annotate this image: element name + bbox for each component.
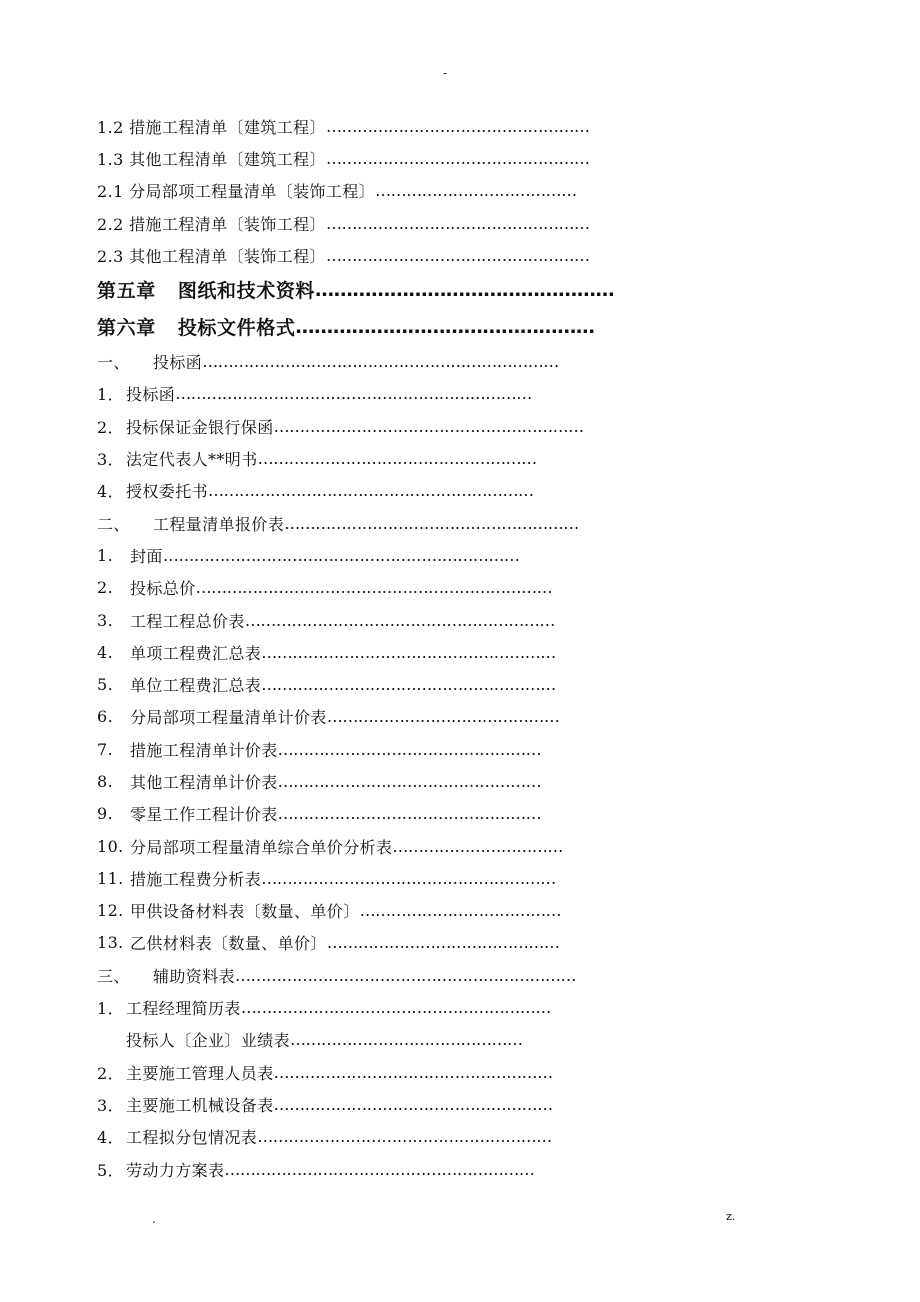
- toc-entry: [97, 175, 697, 207]
- toc-entry: [97, 895, 697, 927]
- toc-entry-title: 工程经理简历表: [126, 999, 241, 1019]
- toc-entry: [97, 1121, 697, 1153]
- toc-leader-dots: ……………………………………………………………: [175, 384, 532, 404]
- toc-entry-number: 1．: [97, 385, 124, 405]
- toc-entry-number: 10.: [97, 836, 124, 856]
- toc-entry-title: 图纸和技术资料: [177, 280, 316, 303]
- toc-entry-title: 分局部项工程量清单综合单价分析表: [130, 837, 393, 857]
- toc-entry-title: 工程拟分包情况表: [126, 1128, 258, 1148]
- toc-entry: [97, 830, 697, 862]
- toc-entry-title: 单位工程费汇总表: [130, 676, 262, 696]
- toc-entry: [97, 110, 697, 142]
- toc-leader-dots: …………………………………………………: [257, 1127, 552, 1147]
- toc-entry: [97, 1153, 697, 1185]
- toc-entry-title: 劳动力方案表: [126, 1160, 225, 1180]
- toc-leader-dots: ………………………………………: [326, 933, 560, 953]
- toc-entry: [97, 927, 697, 959]
- toc-leader-dots: ……………………………………………………………: [202, 352, 559, 372]
- toc-leader-dots: ……………………………………………: [277, 739, 542, 759]
- toc-entry-number: 三、: [97, 966, 130, 986]
- toc-entry: [97, 862, 697, 894]
- toc-entry-title: 主要施工机械设备表: [126, 1095, 274, 1115]
- toc-entry: [97, 410, 697, 442]
- toc-entry-title: 投标总价: [130, 579, 196, 599]
- footer-left-mark: .: [152, 1212, 156, 1226]
- toc-leader-dots: …………………………………………………: [261, 675, 556, 695]
- toc-entry-title: 单项工程费汇总表: [130, 643, 262, 663]
- toc-entry: [97, 668, 697, 700]
- toc-entry: [97, 539, 697, 571]
- header-mark: -: [443, 66, 448, 80]
- toc-entry-title: 封面: [130, 546, 163, 566]
- toc-leader-dots: ……………………………………………: [277, 771, 542, 791]
- toc-entry-number: 1.: [97, 545, 114, 565]
- toc-entry-title: 1.2 措施工程清单〔建筑工程〕: [97, 117, 326, 137]
- toc-entry-title: 主要施工管理人员表: [126, 1063, 274, 1083]
- toc-entry-number: 第六章: [97, 317, 156, 340]
- toc-entry: [97, 1024, 697, 1056]
- toc-entry: [97, 765, 697, 797]
- toc-leader-dots: ………………………………………………………: [208, 481, 534, 501]
- toc-leader-dots: ……………………………………………………………: [195, 578, 553, 598]
- toc-entry: [97, 442, 697, 474]
- toc-leader-dots: ……………………………: [392, 836, 563, 856]
- toc-entry-title: 工程工程总价表: [130, 611, 245, 631]
- toc-leader-dots: ……………………………………………: [325, 148, 590, 168]
- toc-entry: [97, 1088, 697, 1120]
- toc-leader-dots: …………………………………………………………: [235, 965, 577, 985]
- toc-leader-dots: ……………………………………………………: [240, 998, 551, 1018]
- toc-entry-title: 2.3 其他工程清单〔装饰工程〕: [97, 246, 326, 266]
- toc-chapter-entry: [97, 271, 697, 308]
- toc-entry: [97, 1056, 697, 1088]
- toc-entry: [97, 701, 697, 733]
- toc-entry-title: 法定代表人**明书: [126, 450, 258, 470]
- toc-entry: [97, 798, 697, 830]
- toc-leader-dots: ………………………………………: [326, 707, 560, 727]
- toc-entry-number: 1．: [97, 999, 124, 1019]
- toc-entry-number: 3．: [97, 1095, 124, 1115]
- toc-entry-title: 授权委托书: [126, 482, 209, 502]
- toc-entry-title: 投标保证金银行保函: [126, 417, 274, 437]
- toc-entry-number: 第五章: [97, 280, 156, 303]
- toc-entry-number: 2．: [97, 417, 124, 437]
- toc-leader-dots: ……………………………………………: [325, 213, 590, 233]
- table-of-contents: [97, 110, 697, 1185]
- toc-entry-title: 工程量清单报价表: [153, 514, 285, 534]
- toc-section-entry: [97, 345, 697, 377]
- toc-leader-dots: ……………………………………………………: [224, 1159, 535, 1179]
- toc-entry-title: 甲供设备材料表〔数量、单价〕: [130, 902, 360, 922]
- toc-entry-title: 其他工程清单计价表: [130, 772, 278, 792]
- toc-entry: [97, 475, 697, 507]
- toc-entry-title: 分局部项工程量清单计价表: [130, 708, 327, 728]
- toc-entry: [97, 572, 697, 604]
- toc-entry: [97, 378, 697, 410]
- toc-entry-title: 投标函: [153, 353, 203, 373]
- toc-entry-number: 7.: [97, 739, 114, 759]
- toc-entry-number: 5．: [97, 1160, 124, 1180]
- toc-entry-title: 投标文件格式: [177, 317, 296, 340]
- toc-entry-number: 6.: [97, 707, 114, 727]
- toc-leader-dots: ……………………………………………………: [244, 610, 555, 630]
- toc-entry-number: 2.: [97, 578, 114, 598]
- toc-leader-dots: ………………………………………………: [273, 1062, 553, 1082]
- toc-leader-dots: …………………………………………: [315, 278, 615, 301]
- toc-entry-number: 3．: [97, 450, 124, 470]
- toc-entry: [97, 239, 697, 271]
- toc-leader-dots: …………………………………………: [295, 315, 595, 338]
- toc-entry-number: 9.: [97, 804, 114, 824]
- toc-entry: [97, 142, 697, 174]
- toc-leader-dots: …………………………………………………: [261, 642, 556, 662]
- toc-entry-number: 12.: [97, 901, 124, 921]
- toc-entry-number: 11.: [97, 868, 124, 888]
- toc-entry: [97, 636, 697, 668]
- toc-entry-title: 辅助资料表: [153, 966, 236, 986]
- toc-entry-title: 2.2 措施工程清单〔装饰工程〕: [97, 214, 326, 234]
- toc-entry-number: 2．: [97, 1063, 124, 1083]
- toc-entry-number: 3.: [97, 610, 114, 630]
- toc-entry: [97, 733, 697, 765]
- toc-entry: [97, 604, 697, 636]
- toc-entry-number: 13.: [97, 933, 124, 953]
- toc-entry-number: 二、: [97, 514, 130, 534]
- toc-entry: [97, 207, 697, 239]
- toc-entry-title: 措施工程费分析表: [130, 869, 262, 889]
- toc-entry-title: 1.3 其他工程清单〔建筑工程〕: [97, 149, 326, 169]
- toc-chapter-entry: [97, 308, 697, 345]
- toc-entry-title: 乙供材料表〔数量、单价〕: [130, 934, 327, 954]
- toc-section-entry: [97, 959, 697, 991]
- toc-entry-title: 措施工程清单计价表: [130, 740, 278, 760]
- toc-entry-number: 4．: [97, 482, 124, 502]
- toc-entry: [97, 991, 697, 1023]
- toc-entry-number: 4.: [97, 642, 114, 662]
- toc-leader-dots: ……………………………………………: [325, 116, 590, 136]
- toc-entry-title: 投标函: [126, 385, 176, 405]
- toc-leader-dots: ……………………………………………………: [273, 416, 584, 436]
- toc-entry-number: 一、: [97, 353, 130, 373]
- toc-leader-dots: …………………………………: [359, 901, 562, 921]
- toc-entry-number: 4．: [97, 1128, 124, 1148]
- toc-leader-dots: ………………………………………: [290, 1030, 523, 1050]
- toc-leader-dots: …………………………………………………: [284, 513, 579, 533]
- toc-leader-dots: ……………………………………………: [325, 245, 590, 265]
- toc-leader-dots: ………………………………………………: [257, 449, 537, 469]
- toc-entry-title: 2.1 分局部项工程量清单〔装饰工程〕: [97, 182, 376, 202]
- toc-leader-dots: ……………………………………………………………: [162, 545, 520, 565]
- toc-leader-dots: ………………………………………………: [273, 1094, 553, 1114]
- toc-entry-title: 投标人〔企业〕业绩表: [126, 1031, 291, 1051]
- toc-entry-title: 零星工作工程计价表: [130, 805, 278, 825]
- toc-leader-dots: …………………………………………………: [261, 868, 556, 888]
- toc-entry-number: 5.: [97, 675, 114, 695]
- toc-leader-dots: ……………………………………………: [277, 804, 542, 824]
- toc-entry-number: 8.: [97, 771, 114, 791]
- toc-leader-dots: …………………………………: [375, 181, 577, 201]
- footer-right-mark: z.: [726, 1210, 736, 1223]
- toc-section-entry: [97, 507, 697, 539]
